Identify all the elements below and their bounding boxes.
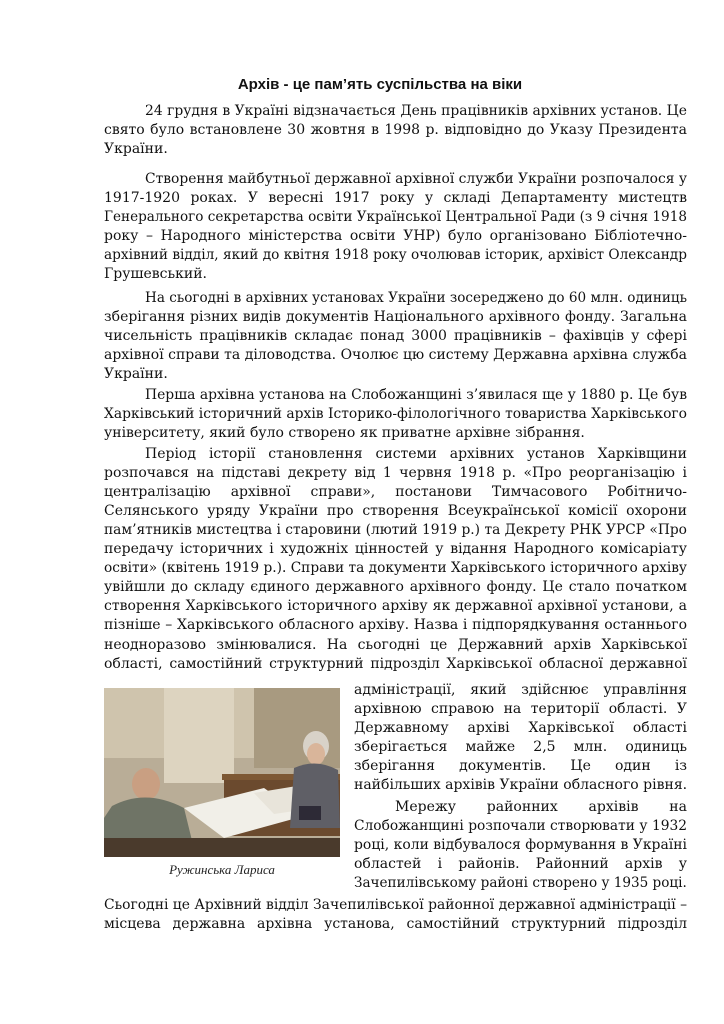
- archive-photo: [104, 688, 340, 857]
- body-text-line: Сьогодні це Архівний відділ Зачепилівської районної державної адміністрації –: [104, 897, 688, 913]
- body-text-line: Створення майбутньої державної архівної служби України розпочалося у: [145, 171, 688, 187]
- body-text-line: архівний відділ, який до квітня 1918 року очолював історик, архівіст Олександр: [104, 247, 687, 263]
- body-text-line: зберігається майже 2,5 млн. одиниць: [354, 739, 687, 755]
- body-text-line: році, коли відбувалося формування в Україні: [354, 837, 687, 853]
- archive-photo-image: [104, 688, 340, 857]
- body-text-line: пізніше – Харківського обласного архіву. Назва і підпорядкування останнього: [104, 617, 688, 633]
- body-text-line: України.: [104, 141, 168, 157]
- body-text-line: свято було встановлене 30 жовтня в 1998 р. відповідно до Указу Президента: [104, 122, 688, 138]
- body-text-line: Перша архівна установа на Слобожанщині з’явилася ще у 1880 р. Це був: [145, 387, 688, 403]
- body-text-line: Державному архіві Харківської області: [354, 720, 687, 736]
- body-text-line: місцева державна архівна установа, самостійний структурний підрозділ: [104, 916, 688, 932]
- body-text-line: неодноразово змінювалися. На сьогодні це Державний архів Харківської: [104, 637, 687, 653]
- body-text-line: Харківський історичний архів Історико-філологічного товариства Харківського: [104, 406, 688, 422]
- body-text-line: На сьогодні в архівних установах України зосереджено до 60 млн. одиниць: [145, 290, 687, 306]
- body-text-line: року – Народного міністерства освіти УНР) було організовано Бібліотечно-: [104, 228, 688, 244]
- body-text-line: централізацію архівної справи», постанови Тимчасового Робітничо-: [104, 484, 688, 500]
- body-text-line: увійшли до складу єдиного державного архівного фонду. Це стало початком: [104, 579, 687, 595]
- body-text-line: передачу історичних і художніх цінностей у відання Народного комісаріату: [104, 541, 687, 557]
- body-text-line: Мережу районних архівів на: [395, 799, 687, 815]
- body-text-line: архівною справою на території області. У: [354, 701, 688, 717]
- body-text-line: створення Харківського історичного архіву як державної архівної установи, а: [104, 598, 688, 614]
- document-title: Архів - це пам’ять суспільства на віки: [237, 76, 523, 93]
- body-text-line: архівної справи та діловодства. Очолює цю систему Державна архівна служба: [104, 347, 687, 363]
- body-text-line: України.: [104, 366, 168, 382]
- body-text-line: освіти» (квітень 1919 р.). Справи та документи Харківського історичного архіву: [104, 560, 687, 576]
- body-text-line: Генерального секретарства освіти Української Центральної Ради (з 9 січня 1918: [104, 209, 687, 225]
- body-text-line: розпочався на підставі декрету від 1 червня 1918 р. «Про реорганізацію і: [104, 465, 687, 481]
- body-text-line: Селянського уряду України про створення Всеукраїнської комісії охорони: [104, 503, 687, 519]
- body-text-line: пам’ятників мистецтва і старовини (лютий 1919 р.) та Декрету РНК УРСР «Про: [104, 522, 687, 538]
- body-text-line: адміністрації, який здійснює управління: [354, 682, 687, 698]
- body-text-line: зберігання різних видів документів Національного архівного фонду. Загальна: [104, 309, 688, 325]
- body-text-line: областей і районів. Районний архів у: [354, 856, 687, 872]
- body-text-line: області, самостійний структурний підрозділ Харківської обласної державної: [104, 656, 687, 672]
- body-text-line: Період історії становлення системи архівних установ Харківщини: [145, 446, 687, 462]
- photo-caption: Ружинська Лариса: [169, 862, 275, 877]
- body-text-line: Грушевський.: [104, 266, 207, 282]
- body-text-line: університету, який було створено як приватне архівне зібрання.: [104, 425, 585, 441]
- body-text-line: 24 грудня в Україні відзначається День працівників архівних установ. Це: [145, 103, 687, 119]
- body-text-line: Зачепилівському районі створено у 1935 році.: [354, 875, 687, 891]
- body-text-line: Слобожанщині розпочали створювати у 1932: [354, 818, 688, 834]
- body-text-line: 1917-1920 роках. У вересні 1917 року у складі Департаменту мистецтв: [104, 190, 688, 206]
- body-text-line: найбільших архівів України обласного рівня.: [354, 777, 688, 793]
- body-text-line: зберігання документів. Це один із: [354, 758, 687, 774]
- body-text-line: чисельність працівників складає понад 3000 працівників – фахівців у сфері: [104, 328, 687, 344]
